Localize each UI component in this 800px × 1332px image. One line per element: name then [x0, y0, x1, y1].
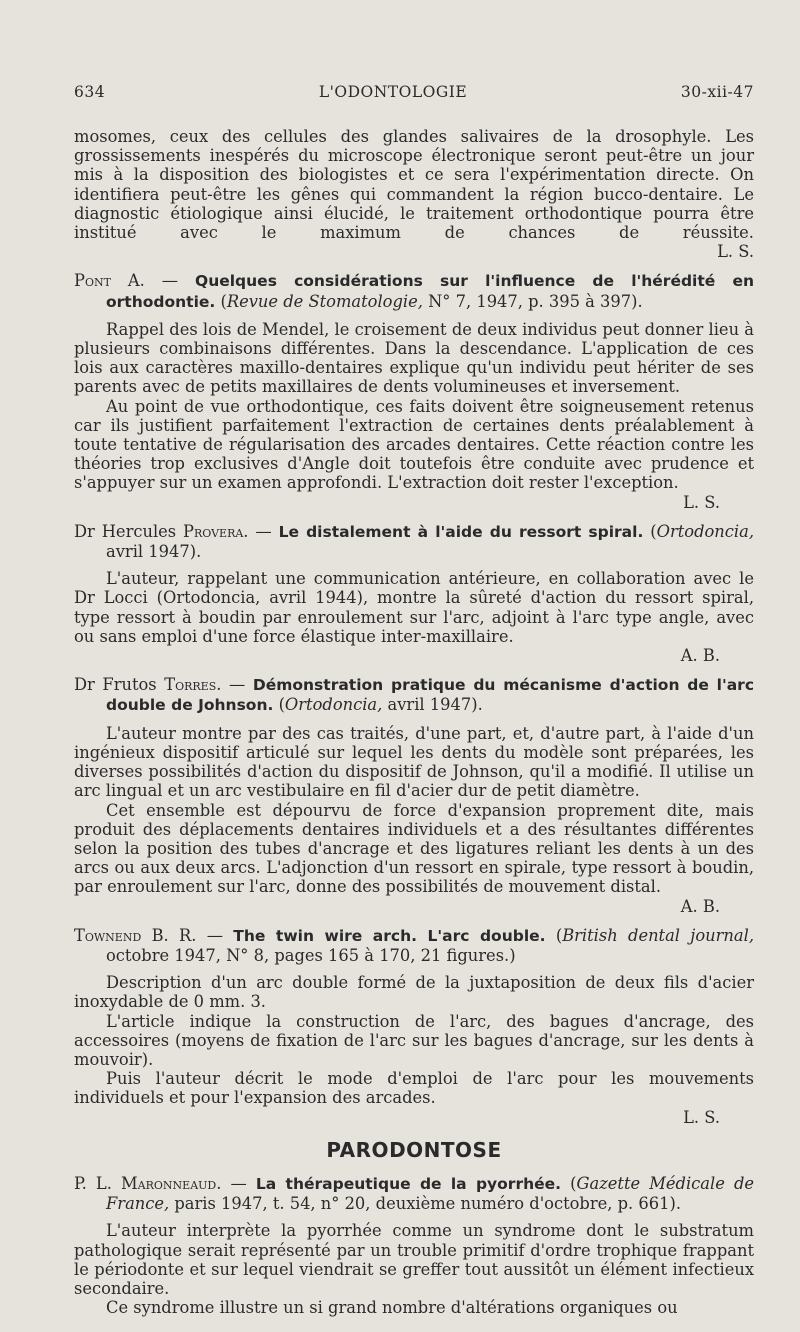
signature: L. S. — [717, 242, 754, 262]
entry-paragraph: Description d'un arc double formé de la juxtaposition de deux fils d'acier inoxydable de 0 mm. 3. — [74, 973, 754, 1012]
entry-citation — [74, 271, 754, 311]
source-journal: Revue de Stomatologie, — [226, 291, 423, 311]
source-details: N° 7, 1947, p. 395 à 397). — [422, 291, 643, 311]
review-entry — [74, 522, 754, 665]
separator: — — [144, 271, 196, 291]
page-number: 634 — [74, 83, 106, 101]
separator: — — [248, 521, 279, 541]
source-journal: British dental journal, — [562, 925, 754, 945]
running-header — [74, 83, 754, 101]
entry-signature-row — [74, 493, 754, 512]
article-title: La thérapeutique de la pyorrhée. — [255, 1174, 562, 1193]
signature: L. S. — [683, 1107, 720, 1127]
paren-open: ( — [643, 521, 657, 541]
intro-paragraph: mosomes, ceux des cellules des glandes salivaires de la drosophyle. Les grossissements inespérés du microscope électronique seront peut-être un jour mis à la disposition des biologistes et ce sera l'expérimentation directe. On identifiera peut-être les gênes qui commandent la région bucco-dentaire. Le diagnostic étiologique ainsi élucidé, le traitement orthodontique pourra être institué avec le maximum de chances de réussite. — [74, 127, 754, 243]
separator: — — [221, 675, 253, 695]
entry-paragraph: L'auteur, rappelant une communication antérieure, en collaboration avec le Dr Locci (Ortodoncia, avril 1944), montre la sûreté d'action du ressort spiral, type ressort à boudin par enroulement sur l'arc, adjoint à l'arc type angle, avec ou sans emploi d'une force élastique inter-maxillaire. — [74, 569, 754, 646]
article-title: Démonstration pratique du mécanisme d'action de l'arc double de Johnson. — [106, 676, 755, 715]
signature: L. S. — [683, 492, 720, 512]
source-journal: Gazette Médicale de France, — [106, 1173, 754, 1214]
entry-paragraph: Cet ensemble est dépourvu de force d'expansion proprement dite, mais produit des déplacements dentaires individuels et a des résultantes différentes selon la position des tubes d'ancrage et des ligatures reliant les dents à un des arcs ou aux deux arcs. L'adjonction d'un ressort en spirale, type ressort à boudin, par enroulement sur l'arc, donne des possibilités de mouvement distal. — [74, 800, 754, 897]
entry-paragraph: L'auteur montre par des cas traités, d'une part, et, d'autre part, à l'aide d'un ingénieux dispositif articulé sur lequel les dents du modèle sont préparées, les diverses possibilités d'action du dispositif de Johnson, qu'il a modifié. Il utilise un arc lingual et un arc vestibulaire en fil d'acier dur de petit diamètre. — [74, 723, 754, 801]
review-entry — [74, 271, 754, 511]
entry-citation — [74, 926, 754, 965]
entry-signature-row — [74, 646, 754, 665]
author-name: Torres. — [164, 675, 222, 695]
entry-citation — [74, 1174, 754, 1213]
article-title: Le distalement à l'aide du ressort spiral. — [278, 522, 644, 541]
entry-paragraph: Ce syndrome illustre un si grand nombre d'altérations organiques ou — [106, 1298, 678, 1318]
paren-open: ( — [273, 695, 285, 715]
entry-citation — [74, 675, 754, 715]
author-name: Provera. — [183, 521, 249, 541]
issue-date: 30-xii-47 — [680, 83, 754, 101]
page-body — [74, 127, 754, 1317]
article-title: The twin wire arch. L'arc double. — [233, 926, 546, 945]
source-details: octobre 1947, N° 8, pages 165 à 170, 21 figures.) — [106, 945, 516, 965]
entry-paragraph: L'auteur interprète la pyorrhée comme un syndrome dont le substratum pathologique serait représenté par un trouble primitif d'ordre trophique frappant le périodonte et sur lequel viendrait se greffer tout aussitôt un élément infectieux secondaire. — [74, 1221, 754, 1298]
separator: — — [221, 1173, 256, 1193]
signature: A. B. — [680, 896, 720, 916]
journal-name: L'ODONTOLOGIE — [318, 83, 468, 101]
paren-open: ( — [545, 925, 563, 945]
article-title: Quelques considérations sur l'influence de l'hérédité en orthodontie. — [106, 272, 755, 311]
entry-paragraph: Rappel des lois de Mendel, le croisement de deux individus peut donner lieu à plusieurs combinaisons différentes. Dans la descendance. L'application de ces lois aux caractères maxillo-dentaires explique qu'un individu peut hériter de ses parents avec de petits maxillaires de dents volumineuses et inversement. — [74, 319, 754, 397]
source-journal: Ortodoncia, — [284, 695, 383, 715]
author-name: Townend B. R. — [74, 925, 197, 945]
entry-signature-row — [74, 1108, 754, 1127]
entry-paragraph: Au point de vue orthodontique, ces faits doivent être soigneusement retenus car ils justifient parfaitement l'extraction de certaines dents préalablement à toute tentative de régularisation des arcades dentaires. Cette réaction contre les théories trop exclusives d'Angle doit toutefois être conduite avec prudence et s'appuyer sur un examen approfondi. L'extraction doit rester l'exception. — [74, 396, 754, 493]
separator: — — [196, 925, 234, 945]
entry-paragraph: L'article indique la construction de l'arc, des bagues d'ancrage, des accessoires (moyens de fixation de l'arc sur les bagues d'ancrage, sur les dents à mouvoir). — [74, 1011, 754, 1069]
review-entries — [74, 271, 754, 1126]
review-entry — [74, 675, 754, 915]
entry-paragraph: Puis l'auteur décrit le mode d'emploi de l'arc pour les mouvements individuels et pour l'expansion des arcades. — [74, 1069, 754, 1108]
review-entry — [74, 1174, 754, 1317]
source-details: avril 1947). — [382, 695, 483, 715]
author-prefix: Dr Hercules — [74, 521, 184, 541]
entry-signature-row — [74, 897, 754, 916]
signature: A. B. — [680, 646, 720, 666]
final-entry — [74, 1174, 754, 1317]
source-journal: Ortodoncia, — [656, 521, 755, 541]
author-name: Pont A. — [74, 271, 145, 291]
author-prefix: Dr Frutos — [74, 675, 165, 695]
review-entry — [74, 926, 754, 1127]
source-details: avril 1947). — [106, 542, 202, 562]
intro-signature-row — [74, 242, 754, 261]
source-details: paris 1947, t. 54, n° 20, deuxième numéro d'octobre, p. 661). — [169, 1194, 681, 1214]
paren-open: ( — [215, 291, 227, 311]
section-title: PARODONTOSE — [326, 1137, 502, 1162]
paren-open: ( — [561, 1173, 577, 1193]
entry-citation — [74, 522, 754, 561]
author-name: Maronneaud. — [121, 1173, 222, 1193]
author-prefix: P. L. — [74, 1173, 122, 1193]
